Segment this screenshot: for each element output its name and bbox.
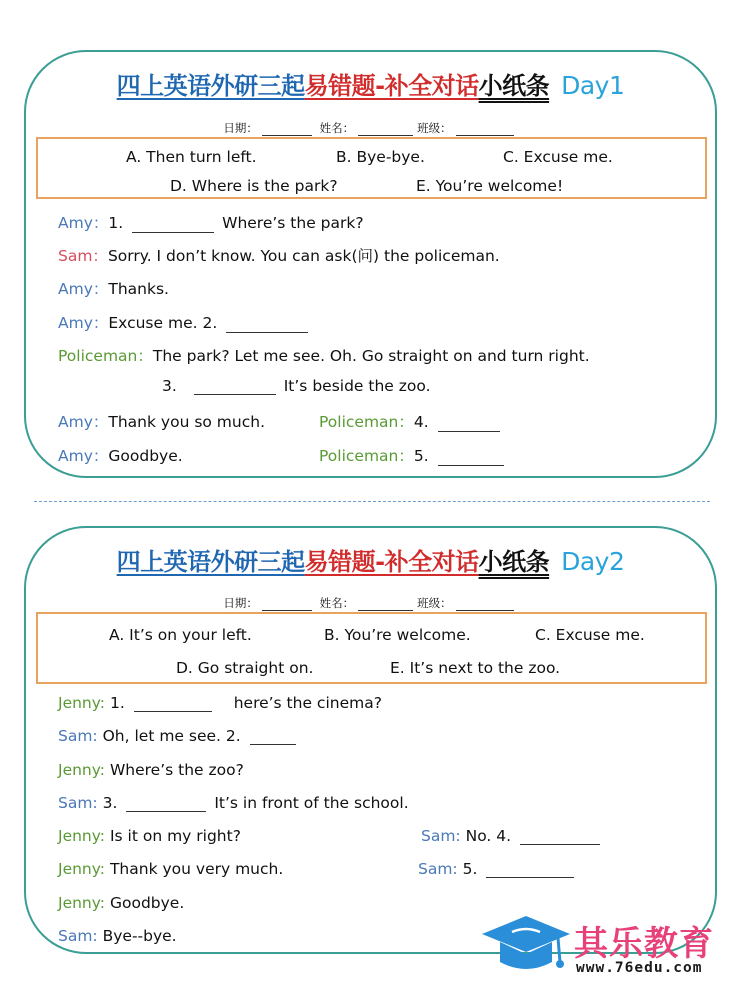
student-info	[26, 595, 715, 611]
dialogue-line: Amy：Thanks.	[58, 280, 169, 298]
name-blank[interactable]	[358, 123, 413, 136]
dialogue-line: Jenny: Thank you very much.	[58, 860, 284, 878]
title-topic: 易错题-补全对话	[304, 548, 479, 576]
dialogue-line: Sam：Sorry. I don’t know. You can ask(问) the policeman.	[58, 247, 500, 265]
dialogue-line: Jenny: Is it on my right?	[58, 827, 241, 845]
option-c: C. Excuse me.	[503, 148, 613, 166]
class-label: 班级：	[417, 596, 452, 610]
speaker-sam: Sam:	[421, 827, 461, 845]
answer-blank-4[interactable]	[520, 828, 600, 845]
answer-blank-5[interactable]	[438, 449, 504, 466]
worksheet-title	[26, 542, 715, 577]
name-blank[interactable]	[358, 598, 413, 611]
answer-blank-3[interactable]	[126, 795, 206, 812]
answer-blank-5[interactable]	[486, 861, 574, 878]
day-label: Day2	[561, 547, 625, 576]
option-c: C. Excuse me.	[535, 626, 645, 644]
day-label: Day1	[561, 71, 625, 100]
option-e: E. It’s next to the zoo.	[390, 659, 561, 677]
speaker-sam: Sam:	[418, 860, 458, 878]
speaker-policeman: Policeman：	[58, 347, 153, 365]
dialogue-line: Sam: Oh, let me see. 2.	[58, 727, 296, 745]
dialogue-line: Jenny: Goodbye.	[58, 894, 185, 912]
dialogue-line: Amy：1. Where’s the park?	[58, 214, 364, 232]
worksheet-title	[26, 66, 715, 101]
options-box	[36, 612, 707, 684]
speaker-amy: Amy：	[58, 413, 109, 431]
worksheet-card-day1	[24, 50, 717, 478]
class-blank[interactable]	[456, 123, 514, 136]
answer-blank-4[interactable]	[438, 415, 500, 432]
name-label: 姓名：	[319, 121, 355, 135]
speaker-jenny: Jenny:	[58, 860, 106, 878]
dialogue-line: 3. It’s beside the zoo.	[162, 377, 431, 395]
dialogue-line: Policeman：5.	[319, 444, 504, 466]
dialogue-line: Policeman：4.	[319, 410, 500, 432]
title-note: 小纸条	[478, 548, 550, 576]
option-e: E. You’re welcome!	[416, 177, 564, 195]
title-grade: 四上英语外研三起	[116, 72, 305, 100]
answer-blank-1[interactable]	[132, 216, 214, 233]
dialogue-line: Jenny: 1. here’s the cinema?	[58, 694, 382, 712]
dialogue-line: Sam: No. 4.	[421, 827, 600, 845]
logo-url: www.76edu.com	[576, 960, 703, 976]
speaker-amy: Amy：	[58, 280, 109, 298]
speaker-policeman: Policeman：	[319, 447, 414, 465]
dialogue-line: Policeman：The park? Let me see. Oh. Go straight on and turn right.	[58, 347, 590, 365]
options-box	[36, 137, 707, 199]
answer-blank-2[interactable]	[226, 316, 308, 333]
speaker-jenny: Jenny:	[58, 694, 106, 712]
dialogue-line: Amy：Excuse me. 2.	[58, 311, 308, 333]
date-label: 日期：	[223, 121, 258, 135]
option-a: A. Then turn left.	[126, 148, 257, 166]
answer-blank-1[interactable]	[134, 695, 212, 712]
dialogue-line: Jenny: Where’s the zoo?	[58, 761, 244, 779]
logo-name: 其乐教育	[574, 924, 714, 964]
name-label: 姓名：	[319, 596, 355, 610]
worksheet-card-day2	[24, 526, 717, 954]
option-d: D. Go straight on.	[176, 659, 314, 677]
answer-blank-3[interactable]	[194, 378, 276, 395]
answer-blank-2[interactable]	[250, 728, 296, 745]
date-label: 日期：	[223, 596, 258, 610]
cut-line-divider	[34, 501, 710, 502]
speaker-amy: Amy：	[58, 314, 109, 332]
speaker-sam: Sam：	[58, 247, 108, 265]
class-blank[interactable]	[456, 598, 514, 611]
dialogue-line: Amy：Goodbye.	[58, 447, 183, 465]
student-info	[26, 120, 715, 136]
option-d: D. Where is the park?	[170, 177, 338, 195]
option-b: B. Bye-bye.	[336, 148, 425, 166]
class-label: 班级：	[417, 121, 452, 135]
speaker-amy: Amy：	[58, 214, 109, 232]
speaker-jenny: Jenny:	[58, 761, 106, 779]
option-a: A. It’s on your left.	[109, 626, 252, 644]
qile-education-logo	[478, 912, 740, 986]
speaker-amy: Amy：	[58, 447, 109, 465]
speaker-sam: Sam:	[58, 794, 98, 812]
title-note: 小纸条	[478, 72, 550, 100]
dialogue-line: Sam: 5.	[418, 860, 574, 878]
date-blank[interactable]	[262, 123, 312, 136]
dialogue-line: Amy：Thank you so much.	[58, 413, 265, 431]
dialogue-line: Sam: 3. It’s in front of the school.	[58, 794, 409, 812]
speaker-jenny: Jenny:	[58, 827, 106, 845]
speaker-sam: Sam:	[58, 727, 98, 745]
option-b: B. You’re welcome.	[324, 626, 471, 644]
dialogue-line: Sam: Bye--bye.	[58, 927, 177, 945]
speaker-jenny: Jenny:	[58, 894, 106, 912]
speaker-sam: Sam:	[58, 927, 98, 945]
graduation-cap-icon	[478, 912, 574, 982]
speaker-policeman: Policeman：	[319, 413, 414, 431]
date-blank[interactable]	[262, 598, 312, 611]
title-grade: 四上英语外研三起	[116, 548, 305, 576]
title-topic: 易错题-补全对话	[304, 72, 479, 100]
